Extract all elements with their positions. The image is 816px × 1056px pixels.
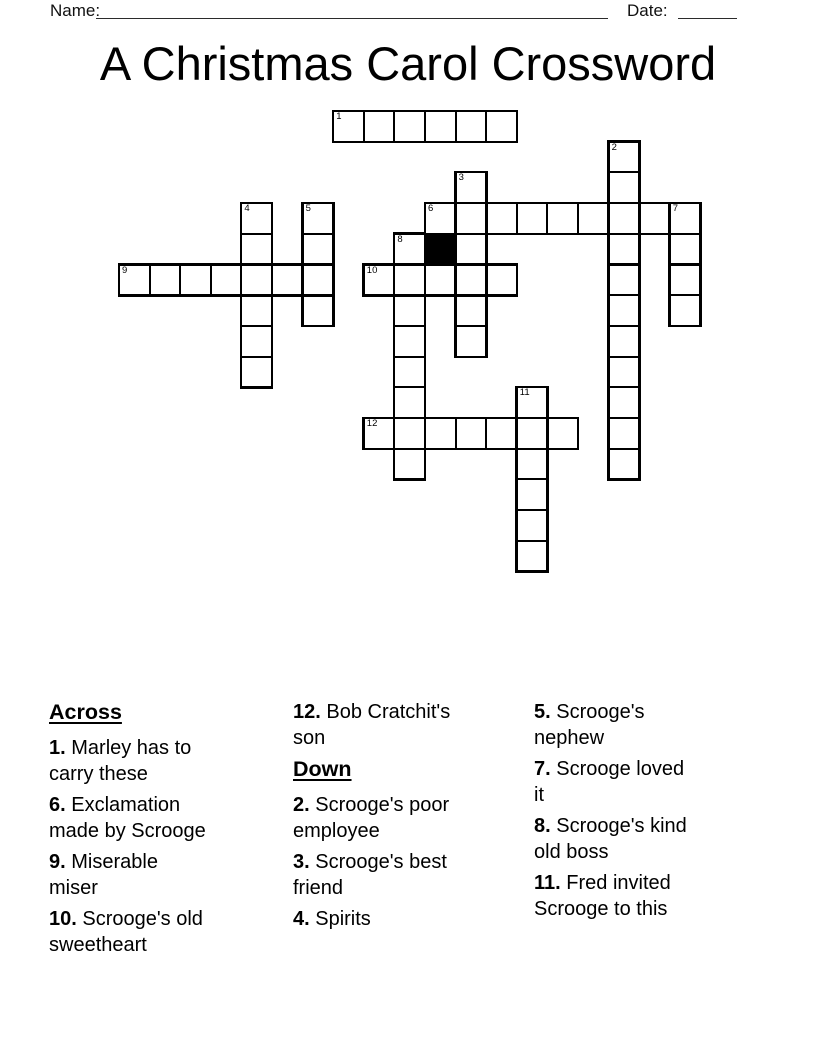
grid-cell-r3c18 — [669, 202, 702, 235]
grid-cell-r10c11 — [455, 417, 488, 450]
grid-cell-r4c11 — [455, 233, 488, 266]
grid-cell-r8c9 — [393, 356, 426, 389]
grid-cell-r5c1 — [149, 264, 182, 297]
grid-cell-r3c15 — [577, 202, 610, 235]
grid-cell-r7c11 — [455, 325, 488, 358]
grid-cell-r4c6 — [302, 233, 335, 266]
clue-9: 9. Miserable miser — [49, 851, 158, 899]
cell-number-11: 11 — [519, 387, 530, 399]
grid-cell-r5c18 — [669, 264, 702, 297]
cell-number-10: 10 — [366, 264, 378, 276]
grid-cell-r5c16 — [608, 264, 641, 297]
clue-1: 1. Marley has to carry these — [49, 737, 192, 785]
grid-cell-r0c12 — [485, 110, 518, 143]
cell-number-1: 1 — [336, 111, 342, 122]
clue-number-12: 12. — [293, 701, 321, 723]
grid-cell-r8c16 — [608, 356, 641, 389]
grid-cell-r5c3 — [210, 264, 243, 297]
grid-cell-r5c10 — [424, 264, 457, 297]
grid-cell-r7c16 — [608, 325, 641, 358]
grid-cell-r5c4 — [240, 264, 273, 297]
clues-column-1 — [49, 699, 289, 963]
clue-8: 8. Scrooge's kind old boss — [534, 815, 687, 863]
cell-number-2: 2 — [611, 141, 617, 153]
grid-cell-r4c16 — [608, 233, 641, 266]
grid-cell-r0c8 — [363, 110, 396, 143]
clue-number-3: 3. — [293, 851, 310, 873]
clue-number-8: 8. — [534, 815, 551, 837]
grid-cell-r0c9 — [393, 110, 426, 143]
grid-cell-r3c10 — [424, 202, 457, 235]
grid-cell-r6c6 — [302, 294, 335, 327]
clue-4: 4. Spirits — [293, 908, 371, 930]
grid-cell-r9c9 — [393, 386, 426, 419]
grid-cell-r2c16 — [608, 171, 641, 204]
black-cell — [424, 233, 457, 266]
crossword-grid — [118, 110, 702, 573]
grid-cell-r11c13 — [516, 448, 549, 481]
clue-7: 7. Scrooge loved it — [534, 758, 685, 806]
grid-cell-r9c16 — [608, 386, 641, 419]
grid-cell-r3c4 — [240, 202, 273, 235]
grid-cell-r3c16 — [608, 202, 641, 235]
cell-number-7: 7 — [672, 203, 679, 215]
grid-cell-r10c16 — [608, 417, 641, 450]
across-heading: Across — [49, 700, 122, 724]
grid-cell-r3c17 — [638, 202, 671, 235]
cell-number-12: 12 — [366, 418, 378, 429]
grid-cell-r5c5 — [271, 264, 304, 297]
grid-cell-r10c14 — [546, 417, 579, 450]
clue-5: 5. Scrooge's nephew — [534, 701, 645, 749]
grid-cell-r8c4 — [240, 356, 273, 389]
grid-cell-r7c9 — [393, 325, 426, 358]
grid-cell-r0c11 — [455, 110, 488, 143]
grid-cell-r10c9 — [393, 417, 426, 450]
cell-number-9: 9 — [122, 264, 128, 276]
grid-cell-r5c2 — [179, 264, 212, 297]
cell-number-8: 8 — [397, 233, 403, 245]
grid-cell-r5c0 — [118, 264, 151, 297]
grid-cell-r5c9 — [393, 264, 426, 297]
cell-number-3: 3 — [458, 172, 464, 184]
grid-cell-r5c8 — [363, 264, 396, 297]
grid-cell-r4c4 — [240, 233, 273, 266]
grid-cell-r6c18 — [669, 294, 702, 327]
clues-column-2 — [293, 699, 531, 937]
clue-number-10: 10. — [49, 908, 77, 930]
clue-number-2: 2. — [293, 794, 310, 816]
grid-cell-r1c16 — [608, 141, 641, 174]
down-heading: Down — [293, 757, 352, 781]
grid-cell-r5c6 — [302, 264, 335, 297]
clue-number-9: 9. — [49, 851, 66, 873]
clue-11: 11. Fred invited Scrooge to this — [534, 872, 671, 920]
date-label: Date: — [627, 1, 668, 20]
cell-number-4: 4 — [244, 203, 250, 215]
grid-cell-r3c11 — [455, 202, 488, 235]
grid-cell-r11c16 — [608, 448, 641, 481]
grid-cell-r3c13 — [516, 202, 549, 235]
grid-cell-r6c16 — [608, 294, 641, 327]
clue-number-6: 6. — [49, 794, 66, 816]
clue-2: 2. Scrooge's poor employee — [293, 794, 450, 842]
clue-3: 3. Scrooge's best friend — [293, 851, 447, 899]
grid-cell-r3c6 — [302, 202, 335, 235]
cell-number-5: 5 — [305, 203, 311, 215]
cell-number-6: 6 — [428, 203, 434, 215]
date-line — [678, 1, 737, 19]
grid-cell-r0c7 — [332, 110, 365, 143]
grid-cell-r2c11 — [455, 171, 488, 204]
grid-cell-r14c13 — [516, 540, 549, 573]
grid-cell-r5c11 — [455, 264, 488, 297]
grid-cell-r6c11 — [455, 294, 488, 327]
grid-cell-r3c14 — [546, 202, 579, 235]
grid-cell-r10c12 — [485, 417, 518, 450]
grid-cell-r6c9 — [393, 294, 426, 327]
clue-number-1: 1. — [49, 737, 66, 759]
grid-cell-r0c10 — [424, 110, 457, 143]
clue-6: 6. Exclamation made by Scrooge — [49, 794, 206, 842]
grid-cell-r10c8 — [363, 417, 396, 450]
grid-cell-r10c10 — [424, 417, 457, 450]
grid-cell-r11c9 — [393, 448, 426, 481]
grid-cell-r10c13 — [516, 417, 549, 450]
grid-cell-r9c13 — [516, 386, 549, 419]
clue-number-11: 11. — [534, 872, 561, 894]
grid-cell-r4c18 — [669, 233, 702, 266]
grid-cell-r13c13 — [516, 509, 549, 542]
grid-cell-r3c12 — [485, 202, 518, 235]
clue-number-5: 5. — [534, 701, 551, 723]
clue-12: 12. Bob Cratchit's son — [293, 701, 451, 749]
grid-cell-r6c4 — [240, 294, 273, 327]
clues-column-3 — [534, 699, 796, 927]
name-line — [96, 1, 608, 19]
name-label: Name: — [50, 1, 101, 20]
clue-10: 10. Scrooge's old sweetheart — [49, 908, 203, 956]
grid-cell-r12c13 — [516, 478, 549, 511]
grid-cell-r4c9 — [393, 233, 426, 266]
grid-cell-r5c12 — [485, 264, 518, 297]
clue-number-7: 7. — [534, 758, 551, 780]
grid-cell-r7c4 — [240, 325, 273, 358]
clue-number-4: 4. — [293, 908, 310, 930]
puzzle-title: A Christmas Carol Crossword — [99, 37, 717, 90]
